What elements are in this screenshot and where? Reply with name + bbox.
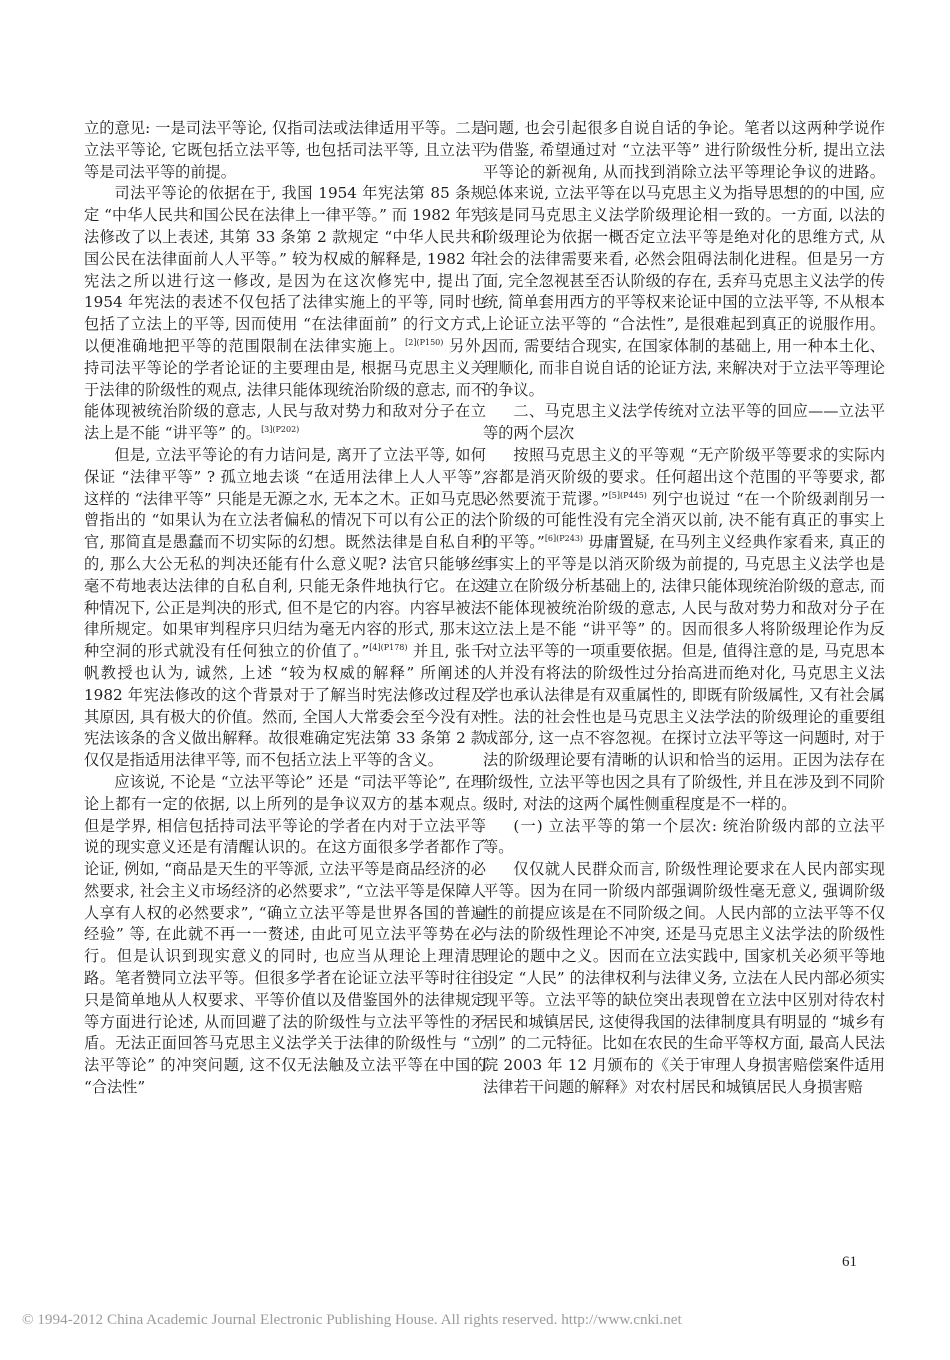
paragraph — [483, 816, 885, 860]
citation-ref: [3](P202) — [261, 425, 300, 435]
paragraph-text: 二、马克思主义法学传统对立法平等的回应——立法平等的两个层次 — [483, 402, 885, 443]
paragraph-text: 但是, 立法平等论的有力诘问是, 离开了立法平等, 如何保证 “法律平等” ? 孤立地去谈 “在适用法律上人人平等”, 这样的 “法律平等” 只能是无源之水, 无本之木。正如马克思曾指出的 “如果认为在立法者偏私的情况下可以有公正的法官, 那简直是愚蠢而不切实际的幻想。既然法律是自私自利的, 那么大公无私的判决还能有什么意义呢? 法官只能够丝毫不苟地表达法律的自私自利, 只能无条件地执行它。在这种情况下, 公正是判决的形式, 但不是它的内容。内容早被法律所规定。如果审判程序只归结为毫无内容的形式, 那末这种空洞的形式就没有任何独立的价值了。” — [84, 445, 486, 661]
paragraph — [84, 445, 486, 772]
paragraph — [483, 859, 885, 1099]
paragraph — [84, 183, 486, 445]
paragraph-text: 问题, 也会引起很多自说自话的争论。笔者以这两种学说作为借鉴, 希望通过对 “立法平等” 进行阶级性分析, 提出立法平等论的新视角, 从而找到消除立法平等理论争议的进路。总体来说, 立法平等在以马克思主义为指导思想的的中国, 应该是同马克思主义法学阶级理论相一致的。一方面, 以法的阶级理论为依据一概否定立法平等是绝对化的思维方式, 从社会的法律需要来看, 必然会阻碍法制化进程。但是另一方面, 完全忽视甚至否认阶级的存在, 丢弃马克思主义法学的传统, 简单套用西方的平等权来论证中国的立法平等, 不从根本上论证立法平等的 “合法性”, 是很难起到真正的说服作用。因而, 需要结合现实, 在国家体制的基础上, 用一种本土化、理顺化, 而非自说自话的论证方法, 来解决对于立法平等理论的争议。 — [483, 119, 885, 399]
paragraph-text: (一) 立法平等的第一个层次: 统治阶级内部的立法平等。 — [483, 816, 885, 857]
copyright-footer: © 1994-2012 China Academic Journal Electronic Publishing House. All rights reserved. http://www.cnki.net — [22, 1311, 682, 1328]
left-column — [84, 118, 486, 1099]
citation-ref: [2](P150) — [405, 337, 444, 347]
paragraph-text: 按照马克思主义的平等观 “无产阶级平等要求的实际内容都是消灭阶级的要求。任何超出这个范围的平等要求, 都必然要流于荒谬。” — [483, 445, 885, 508]
paragraph — [483, 445, 885, 816]
citation-ref: [5](P445) — [608, 490, 647, 500]
paragraph-text: 列宁也说过 “在一个阶级剥削另一个阶级的可能性没有完全消灭以前, 决不能有真正的事实上的平等。” — [483, 489, 885, 552]
citation-ref: [4](P178) — [369, 643, 408, 653]
paragraph-text: 仅仅就人民群众而言, 阶级性理论要求在人民内部实现平等。因为在同一阶级内部强调阶级性毫无意义, 强调阶级性的前提应该是在不同阶级之间。人民内部的立法平等不仅与法的阶级性理论不冲突, 还是马克思主义法学法的阶级性理论的题中之义。因而在立法实践中, 国家机关必须平等地设定 “人民” 的法律权利与法律义务, 立法在人民内部必须实现平等。立法平等的缺位突出表现曾在立法中区别对待农村居民和城镇居民, 这使得我国的法律制度具有明显的 “城乡有别” 的二元特征。比如在农民的生命平等权方面, 最高人民法院 2003 年 12 月颁布的《关于审理人身损害赔偿案件适用法律若干问题的解释》对农村居民和城镇居民人身损害赔 — [483, 860, 885, 1097]
paragraph-text: 另外, 持司法平等论的学者论证的主要理由是, 根据马克思主义关于法律的阶级性的观点, 法律只能体现统治阶级的意志, 而不能体现被统治阶级的意志, 人民与敌对势力和敌对分子在立法上是不能 “讲平等” 的。 — [84, 336, 487, 443]
paragraph — [483, 118, 885, 401]
citation-ref: [6](P243) — [544, 534, 584, 544]
paragraph-text: 毋庸置疑, 在马列主义经典作家看来, 真正的事实上的平等是以消灭阶级为前提的, 马克思主义法学也是建立在阶级分析基础上的, 法律只能体现统治阶级的意志, 而不能体现被统治阶级的意志, 人民与敌对势力和敌对分子在立法上是不能 “讲平等” 的。因而很多人将阶级理论作为反对立法平等的一项重要依据。但是, 值得注意的是, 马克思本人并没有将法的阶级性过分抬高进而绝对化, 马克思主义法学也承认法律是有双重属性的, 即既有阶级属性, 又有社会属性。法的社会性也是马克思主义法学法的阶级理论的重要组成部分, 这一点不容忽视。在探讨立法平等这一问题时, 对于法的阶级理论要有清晰的认识和恰当的运用。正因为法存在阶级性, 立法平等也因之具有了阶级性, 并且在涉及到不同阶级时, 对法的这两个属性侧重程度是不一样的。 — [483, 533, 886, 813]
paragraph — [483, 401, 885, 445]
paragraph-text: 司法平等论的依据在于, 我国 1954 年宪法第 85 条规定 “中华人民共和国公民在法律上一律平等。” 而 1982 年宪法修改了以上表述, 其第 33 条第 2 款规定 “中华人民共和国公民在法律面前人人平等。” 较为权威的解释是, 1982 年宪法之所以进行这一修改, 是因为在这次修宪中, 提出了 1954 年宪法的表述不仅包括了法律实施上的平等, 同时也包括了立法上的平等, 因而使用 “在法律面前” 的行文方式, 以便准确地把平等的范围限制在法律实施上。 — [84, 184, 486, 355]
paragraph-text: 并且, 张千帆教授也认为, 诚然, 上述 “较为权威的解释” 所阐述的 1982 年宪法修改的这个背景对于了解当时宪法修改过程及其原因, 具有极大的价值。然而, 全国人大常委会至今没有对宪法该条的含义做出解释。故很难确定宪法第 33 条第 2 款仅仅是指适用法律平等, 而不包括立法上平等的含义。 — [84, 642, 487, 770]
paragraph: 立的意见: 一是司法平等论, 仅指司法或法律适用平等。二是立法平等论, 它既包括立法平等, 也包括司法平等, 且立法平等是司法平等的前提。 — [84, 119, 486, 181]
right-column — [483, 118, 885, 1099]
paragraph-text: 应该说, 不论是 “立法平等论” 还是 “司法平等论”, 在理论上都有一定的依据, 以上所列的是争议双方的基本观点。但是学界, 相信包括持司法平等论的学者在内对于立法平等说的现实意义还是有清醒认识的。在这方面很多学者都作了论证, 例如, “商品是天生的平等派, 立法平等是商品经济的必然要求, 社会主义市场经济的必然要求”, “立法平等是保障人人享有人权的必然要求”, “确立立法平等是世界各国的普遍经验” 等, 在此就不再一一赘述, 由此可见立法平等势在必行。但是认识到现实意义的同时, 也应当从理论上理清思路。笔者赞同立法平等。但很多学者在论证立法平等时往往只是简单地从人权要求、平等价值以及借鉴国外的法律规定等方面进行论述, 从而回避了法的阶级性与立法平等性的矛盾。无法正面回答马克思主义法学关于法律的阶级性与 “立法平等论” 的冲突问题, 这不仅无法触及立法平等在中国的 “合法性” — [84, 772, 486, 1097]
paragraph — [84, 772, 486, 1099]
page-number: 61 — [842, 1254, 857, 1270]
